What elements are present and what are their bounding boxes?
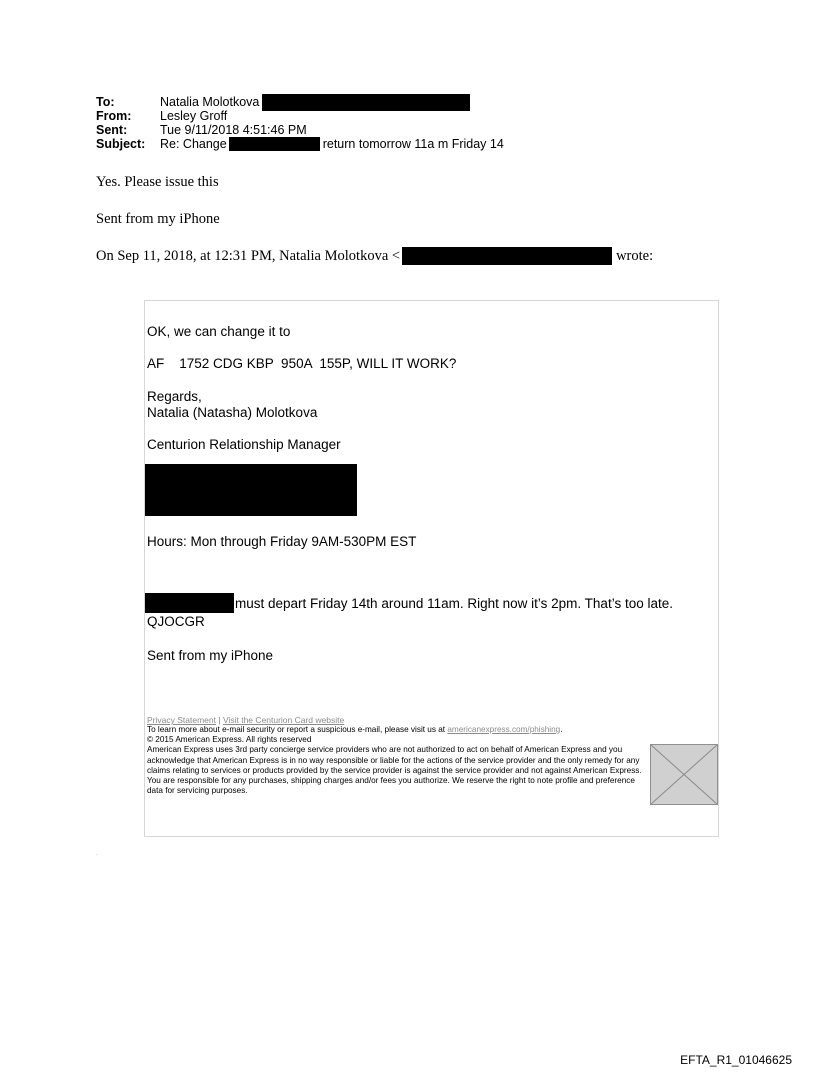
quote-intro-suffix: wrote:: [616, 247, 654, 264]
quoted-signature: Sent from my iPhone: [147, 648, 274, 663]
quote-intro-prefix: On Sep 11, 2018, at 12:31 PM, Natalia Molotkova <: [96, 247, 401, 264]
redaction-block: [402, 247, 612, 265]
from-value: Lesley Groff: [160, 109, 228, 123]
subject-suffix: return tomorrow 11a m Friday 14: [322, 137, 504, 151]
regards: Regards,: [147, 389, 202, 404]
quote-intro: [96, 247, 653, 265]
redaction-block: [145, 593, 234, 613]
sender-title: Centurion Relationship Manager: [147, 437, 341, 452]
subject-prefix: Re: Change: [160, 137, 227, 151]
redaction-block: [229, 137, 320, 151]
copyright: © 2015 American Express. All rights reserved: [147, 735, 312, 745]
from-row: [96, 109, 504, 123]
broken-image-icon: [650, 744, 718, 805]
sent-row: [96, 123, 504, 137]
redaction-block: [262, 94, 470, 111]
bates-number: EFTA_R1_01046625: [680, 1053, 792, 1067]
subject-row: [96, 137, 504, 151]
privacy-statement-link[interactable]: Privacy Statement: [147, 715, 216, 725]
to-label: To:: [96, 95, 115, 109]
to-row: [96, 95, 504, 109]
centurion-website-link[interactable]: Visit the Centurion Card website: [222, 715, 345, 725]
request-line: must depart Friday 14th around 11am. Right now it’s 2pm. That’s too late.: [235, 595, 673, 611]
confirmation-code: QJOCGR: [147, 614, 205, 629]
email-header: [96, 95, 504, 151]
sent-label: Sent:: [96, 123, 128, 137]
quoted-message: [144, 300, 719, 837]
subject-label: Subject:: [96, 137, 146, 151]
link-separator: |: [218, 715, 221, 725]
phishing-link[interactable]: americanexpress.com/phishing: [447, 725, 561, 734]
footer-disclaimer: [147, 725, 647, 796]
artifact-mark: ·: [96, 852, 98, 858]
from-label: From:: [96, 109, 132, 123]
quote-line-1: OK, we can change it to: [147, 324, 291, 339]
reply-signature: Sent from my iPhone: [96, 211, 220, 227]
footer-links: [147, 715, 344, 725]
sent-value: Tue 9/11/2018 4:51:46 PM: [160, 123, 307, 137]
office-hours: Hours: Mon through Friday 9AM-530PM EST: [147, 534, 417, 549]
security-line: To learn more about e-mail security or report a suspicious e-mail, please visit us at americanexpress.com/phishing.: [147, 725, 563, 734]
disclaimer-text: American Express uses 3rd party concierge service providers who are not authorized to act on behalf of American Express and you acknowledge that American Express is in no way responsible or liable for the actions of the service provider and the only remedy for any claims relating to services or products provided by the service provider is against the service provider and not against American Express. You are responsible for any purchases, shipping charges and/or fees you authorize. We reserve the right to note profile and preference data for servicing purposes.: [147, 745, 642, 796]
redaction-block: [145, 464, 357, 516]
sender-name: Natalia (Natasha) Molotkova: [147, 405, 318, 420]
security-text: To learn more about e-mail security or report a suspicious e-mail, please visit us at: [147, 725, 446, 734]
reply-body: Yes. Please issue this: [96, 174, 219, 190]
to-value: Natalia Molotkova: [160, 95, 260, 109]
request-row: [145, 593, 673, 613]
flight-details: AF 1752 CDG KBP 950A 155P, WILL IT WORK?: [147, 356, 457, 371]
